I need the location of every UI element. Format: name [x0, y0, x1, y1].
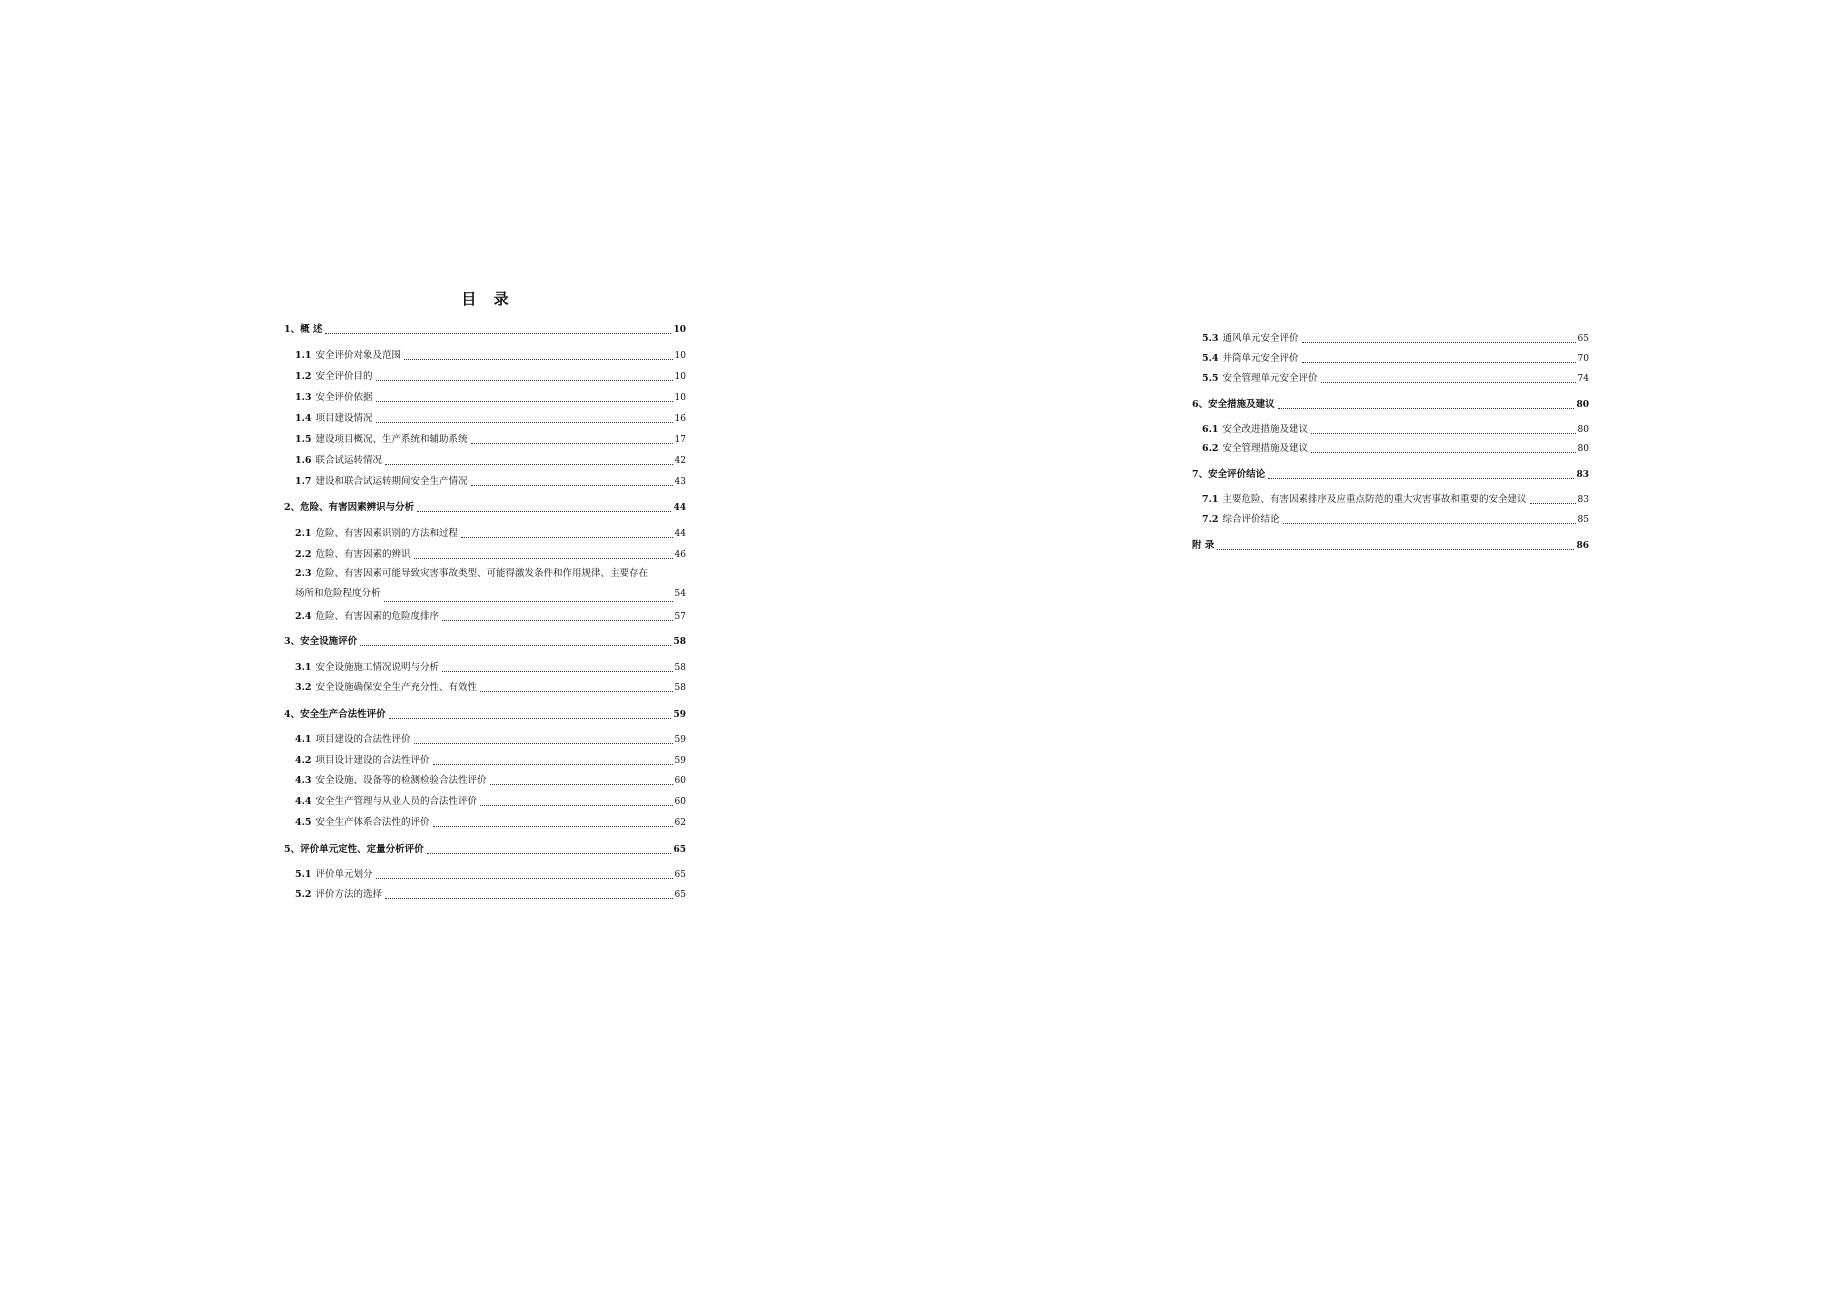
- toc-entry-number: 4.1: [295, 734, 312, 745]
- toc-entry-number: 5.1: [295, 869, 312, 880]
- toc-chapter-7[interactable]: [1192, 469, 1589, 481]
- toc-entry-text-continued: 场所和危险程度分析: [295, 588, 381, 599]
- toc-entry-number: 4.3: [295, 775, 312, 786]
- toc-entry-text: 3、安全设施评价: [284, 636, 358, 647]
- dot-leader: [1311, 433, 1576, 434]
- toc-page-number: 44: [673, 503, 686, 513]
- toc-entry-2-4[interactable]: [295, 611, 686, 623]
- toc-page-number: 70: [1577, 354, 1589, 364]
- toc-entry-number: 1.3: [295, 392, 312, 403]
- dot-leader: [480, 691, 673, 692]
- toc-entry-6-1[interactable]: [1202, 424, 1589, 436]
- toc-entry-text: 危险、有害因素识别的方法和过程: [315, 528, 459, 539]
- toc-entry-text: 通风单元安全评价: [1222, 333, 1299, 344]
- dot-leader: [442, 671, 673, 672]
- toc-chapter-1[interactable]: [284, 324, 686, 336]
- toc-page-number: 58: [674, 683, 686, 693]
- toc-entry-5-3[interactable]: [1202, 333, 1589, 345]
- toc-title: 目 录: [461, 290, 515, 308]
- dot-leader: [433, 826, 673, 827]
- toc-entry-number: 2.4: [295, 611, 312, 622]
- toc-entry-number: 5.4: [1202, 353, 1219, 364]
- toc-entry-line-1: [295, 564, 686, 584]
- toc-entry-text: 危险、有害因素可能导致灾害事故类型、可能得激发条件和作用规律、主要存在: [315, 568, 649, 579]
- toc-page-number: 60: [674, 776, 686, 786]
- dot-leader: [471, 443, 673, 444]
- toc-page-number: 10: [674, 372, 686, 382]
- dot-leader: [1217, 549, 1574, 550]
- toc-entry-number: 6.1: [1202, 424, 1219, 435]
- toc-page-number: 62: [674, 818, 686, 828]
- toc-entry-number: 1.6: [295, 455, 312, 466]
- toc-page-number: 59: [674, 735, 686, 745]
- toc-entry-text: 安全评价对象及范围: [315, 350, 402, 361]
- toc-page-number: 60: [674, 797, 686, 807]
- toc-page-number: 59: [674, 756, 686, 766]
- toc-page-number: 10: [673, 325, 686, 335]
- toc-entry-number: 2.2: [295, 549, 312, 560]
- dot-leader: [384, 601, 673, 602]
- dot-leader: [480, 805, 673, 806]
- toc-page-number: 54: [674, 589, 686, 599]
- toc-entry-1-4[interactable]: [295, 413, 686, 425]
- toc-entry-text: 建设和联合试运转期间安全生产情况: [315, 476, 468, 487]
- toc-page-number: 83: [1577, 495, 1589, 505]
- dot-leader: [442, 620, 673, 621]
- toc-entry-2-1[interactable]: [295, 528, 686, 540]
- toc-entry-text: 评价方法的选择: [315, 889, 383, 900]
- dot-leader: [1530, 503, 1576, 504]
- toc-entry-text: 安全生产管理与从业人员的合法性评价: [315, 796, 478, 807]
- dot-leader: [360, 645, 671, 646]
- toc-entry-text: 项目建设的合法性评价: [315, 734, 411, 745]
- toc-entry-number: 1.7: [295, 476, 312, 487]
- toc-entry-number: 4.2: [295, 755, 312, 766]
- dot-leader: [325, 333, 671, 334]
- toc-page-number: 46: [674, 550, 686, 560]
- toc-entry-number: 4.5: [295, 817, 312, 828]
- toc-entry-text: 2、危险、有害因素辨识与分析: [284, 502, 415, 513]
- toc-entry-text: 安全评价目的: [315, 371, 373, 382]
- dot-leader: [414, 558, 673, 559]
- dot-leader: [385, 464, 673, 465]
- toc-entry-number: 3.2: [295, 682, 312, 693]
- toc-entry-5-1[interactable]: [295, 869, 686, 881]
- toc-chapter-4[interactable]: [284, 709, 686, 721]
- dot-leader: [471, 485, 673, 486]
- toc-chapter-2[interactable]: [284, 502, 686, 514]
- toc-chapter-6[interactable]: [1192, 399, 1589, 411]
- toc-entry-5-5[interactable]: [1202, 373, 1589, 385]
- dot-leader: [389, 718, 672, 719]
- toc-entry-text: 附 录: [1192, 540, 1215, 551]
- toc-entry-number: 1.5: [295, 434, 312, 445]
- toc-entry-number: 6.2: [1202, 443, 1219, 454]
- toc-page-number: 10: [674, 393, 686, 403]
- toc-page-number: 86: [1576, 541, 1589, 551]
- toc-entry-5-2[interactable]: [295, 889, 686, 901]
- toc-page-number: 42: [674, 456, 686, 466]
- toc-page-number: 80: [1576, 400, 1589, 410]
- dot-leader: [404, 359, 673, 360]
- toc-page-number: 57: [674, 612, 686, 622]
- toc-page-number: 58: [673, 637, 686, 647]
- toc-entry-text: 安全管理措施及建议: [1222, 443, 1309, 454]
- dot-leader: [427, 853, 672, 854]
- toc-entry-1-7[interactable]: [295, 476, 686, 488]
- toc-page-number: 10: [674, 351, 686, 361]
- toc-page-number: 44: [674, 529, 686, 539]
- toc-entry-1-5[interactable]: [295, 434, 686, 446]
- toc-entry-number: 5.5: [1202, 373, 1219, 384]
- toc-entry-number: 1.1: [295, 350, 312, 361]
- right-page: [918, 0, 1836, 1298]
- dot-leader: [1321, 382, 1576, 383]
- dot-leader: [1283, 523, 1576, 524]
- dot-leader: [376, 422, 673, 423]
- dot-leader: [385, 898, 673, 899]
- dot-leader: [490, 784, 673, 785]
- toc-entry-number: 7.2: [1202, 514, 1219, 525]
- dot-leader: [376, 878, 673, 879]
- toc-page-number: 65: [673, 845, 686, 855]
- toc-page-number: 74: [1577, 374, 1589, 384]
- toc-entry-text: 安全设施施工情况说明与分析: [315, 662, 440, 673]
- toc-entry-number: 5.2: [295, 889, 312, 900]
- toc-entry-text: 危险、有害因素的危险度排序: [315, 611, 440, 622]
- toc-entry-text: 主要危险、有害因素排序及应重点防范的重大灾害事故和重要的安全建议: [1222, 494, 1527, 505]
- toc-page-number: 83: [1576, 470, 1589, 480]
- toc-entry-4-5[interactable]: [295, 817, 686, 829]
- toc-page-number: 59: [673, 710, 686, 720]
- toc-entry-1-1[interactable]: [295, 350, 686, 362]
- toc-page-number: 65: [674, 870, 686, 880]
- toc-entry-text: 项目建设情况: [315, 413, 373, 424]
- toc-entry-text: 7、安全评价结论: [1192, 469, 1266, 480]
- toc-chapter-3[interactable]: [284, 636, 686, 648]
- toc-appendix[interactable]: [1192, 540, 1589, 552]
- toc-entry-text: 项目设计建设的合法性评价: [315, 755, 430, 766]
- dot-leader: [1302, 342, 1576, 343]
- toc-entry-1-2[interactable]: [295, 371, 686, 383]
- toc-entry-3-1[interactable]: [295, 662, 686, 674]
- dot-leader: [417, 511, 671, 512]
- dot-leader: [1311, 452, 1576, 453]
- toc-entry-text: 危险、有害因素的辨识: [315, 549, 411, 560]
- toc-entry-text: 6、安全措施及建议: [1192, 399, 1275, 410]
- toc-page-number: 85: [1577, 515, 1589, 525]
- toc-entry-2-3[interactable]: [295, 564, 686, 604]
- toc-chapter-5[interactable]: [284, 844, 686, 856]
- toc-entry-text: 安全改进措施及建议: [1222, 424, 1309, 435]
- toc-entry-text: 建设项目概况、生产系统和辅助系统: [315, 434, 468, 445]
- toc-entry-4-1[interactable]: [295, 734, 686, 746]
- toc-entry-1-6[interactable]: [295, 455, 686, 467]
- toc-entry-7-2[interactable]: [1202, 514, 1589, 526]
- toc-entry-1-3[interactable]: [295, 392, 686, 404]
- toc-entry-number: 1.2: [295, 371, 312, 382]
- toc-entry-text: 安全生产体系合法性的评价: [315, 817, 430, 828]
- toc-page-number: 80: [1577, 444, 1589, 454]
- toc-page-number: 16: [674, 414, 686, 424]
- toc-entry-text: 5、评价单元定性、定量分析评价: [284, 844, 424, 855]
- toc-entry-number: 1.4: [295, 413, 312, 424]
- toc-entry-number: 2.3: [295, 568, 312, 579]
- toc-entry-text: 4、安全生产合法性评价: [284, 709, 386, 720]
- toc-entry-number: 2.1: [295, 528, 312, 539]
- toc-page-number: 80: [1577, 425, 1589, 435]
- toc-entry-line-2: [295, 584, 686, 604]
- toc-page-number: 58: [674, 663, 686, 673]
- dot-leader: [414, 743, 673, 744]
- toc-entry-5-4[interactable]: [1202, 353, 1589, 365]
- dot-leader: [376, 380, 673, 381]
- toc-entry-text: 安全设施确保安全生产充分性、有效性: [315, 682, 478, 693]
- dot-leader: [433, 764, 673, 765]
- dot-leader: [1268, 478, 1574, 479]
- toc-entry-text: 综合评价结论: [1222, 514, 1280, 525]
- toc-entry-number: 7.1: [1202, 494, 1219, 505]
- toc-entry-text: 安全评价依据: [315, 392, 373, 403]
- dot-leader: [376, 401, 673, 402]
- toc-entry-number: 3.1: [295, 662, 312, 673]
- toc-entry-6-2[interactable]: [1202, 443, 1589, 455]
- toc-entry-text: 1、概 述: [284, 324, 323, 335]
- toc-entry-text: 联合试运转情况: [315, 455, 383, 466]
- toc-entry-7-1[interactable]: [1202, 494, 1589, 506]
- toc-entry-4-2[interactable]: [295, 755, 686, 767]
- toc-entry-text: 安全设施、设备等的检测检验合法性评价: [315, 775, 487, 786]
- toc-page-number: 65: [1577, 334, 1589, 344]
- toc-entry-number: 4.4: [295, 796, 312, 807]
- toc-entry-2-2[interactable]: [295, 549, 686, 561]
- toc-entry-text: 安全管理单元安全评价: [1222, 373, 1318, 384]
- toc-entry-text: 井筒单元安全评价: [1222, 353, 1299, 364]
- dot-leader: [1278, 408, 1575, 409]
- toc-entry-3-2[interactable]: [295, 682, 686, 694]
- dot-leader: [461, 537, 673, 538]
- toc-page-number: 65: [674, 890, 686, 900]
- toc-entry-4-3[interactable]: [295, 775, 686, 787]
- toc-entry-4-4[interactable]: [295, 796, 686, 808]
- toc-entry-number: 5.3: [1202, 333, 1219, 344]
- dot-leader: [1302, 362, 1576, 363]
- toc-page-number: 17: [674, 435, 686, 445]
- toc-page-number: 43: [674, 477, 686, 487]
- toc-entry-text: 评价单元划分: [315, 869, 373, 880]
